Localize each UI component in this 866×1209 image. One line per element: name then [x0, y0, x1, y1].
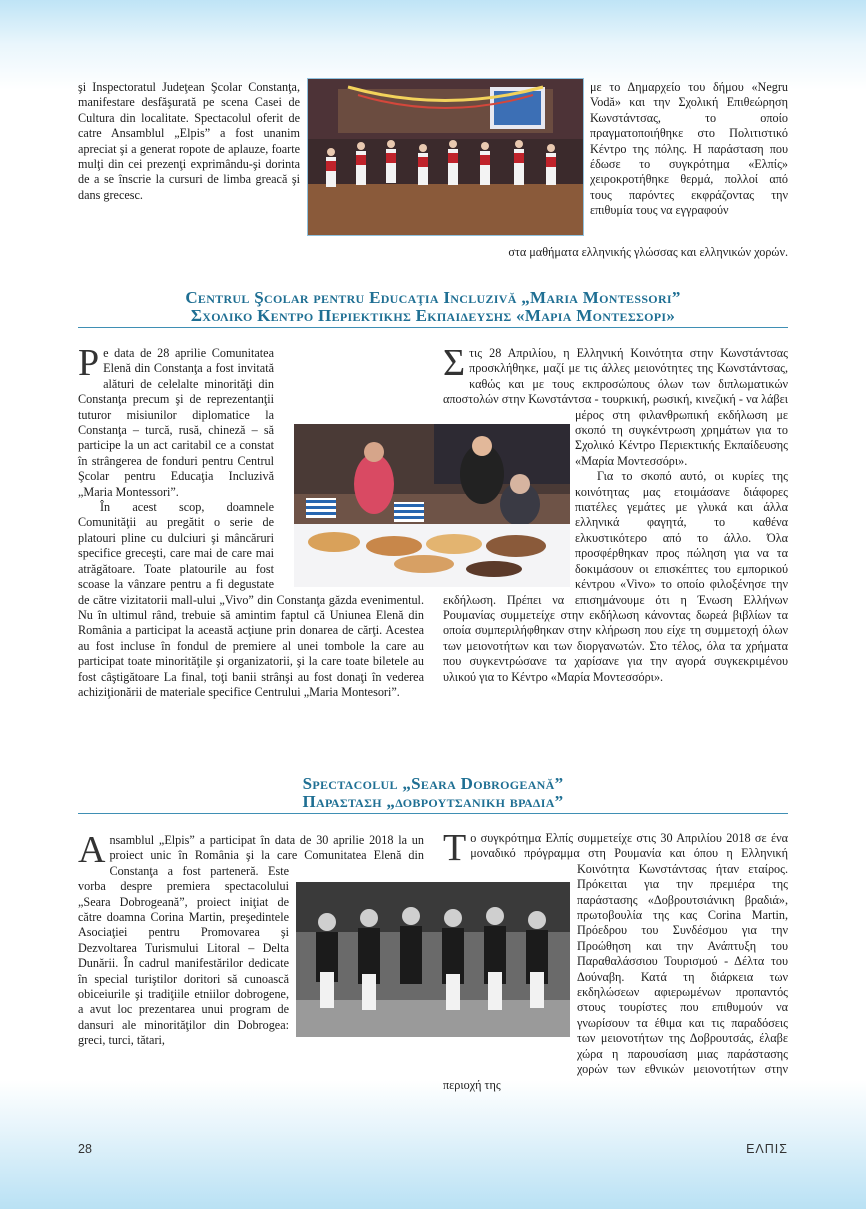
- page-number: 28: [78, 1142, 92, 1156]
- section1-divider: [78, 327, 788, 328]
- top-greek-text: με το Δημαρχείο του δήμου «Negru Vodă» και την Σχολική Επιθεώρηση Κωνστάντσας, το οποίο πραγματοποιήθηκε στο Πολιτιστικό Κέντρο της πόλης. Η παράσταση που έδωσε το συγκρότημα «Ελπίς» χειροκροτήθηκε θερμά, πολλοί από τους παρόντες εκφράζοντας την επιθυμία τους να εγγραφούν: [590, 80, 788, 218]
- photo-float-spacer-gr: [443, 423, 575, 589]
- section2-ro-dropcap: A: [78, 829, 106, 871]
- top-romanian-text: şi Inspectoratul Judeţean Şcolar Constanţa, manifestare desfăşurată pe scena Casei de Cultura din localitate. Spectacolul oferit de catre Ansamblul „Elpis” a fost unanim apreciat şi a generat ropote de aplauze, foarte mulţi din cei prezenţi exprimându-şi dorinta de a se înscrie la cursuri de limba greacă şi dans grecesc.: [78, 80, 300, 202]
- section2-title-ro: Spectacolul „Seara Dobrogeană”: [302, 774, 564, 793]
- top-greek-text-last-line: στα μαθήματα ελληνικής γλώσσας και ελληνικών χορών.: [508, 245, 788, 259]
- section1-ro-paragraph-2: În acest scop, doamnele Comunităţii au pregătit o serie de platouri pline cu dulciuri şi mâncăruri specifice greceşti, care mai de care mai atrăgătoare. Toate platourile au fost scoase la vânzare pentru a fi degustate de către vizitatorii mall-ului „Vivo” din Constanţa găzda evenimentul. Nu în ultimul rând, trebuie să amintim faptul că Uniunea Elenă din România a participat la această acţiune prin donarea de cărţi. Acestea au fost incluse în fondul de premiere al unei tombole la care au participat toate minorităţile şi organizatorii, şi la care toate biletele au fost câştigătoare La final, toţi banii strânşi au fost donaţi în vederea achiziţionării de materiale specifice Centrului „Maria Montesori”.: [78, 500, 424, 699]
- section1-gr-paragraph-2: Για το σκοπό αυτό, οι κυρίες της κοινότητας μας ετοιμάσανε διάφορες πιατέλες γεμάτες με γλυκά και άλλα ελληνικά φαγητά, το καθένα ελκυστικότερο από το άλλο. Όλα προσφέρθηκαν προς πώληση για να τα δοκιμάσουν οι επισκέπτες του εμπορικού κέντρου «Vivo» το οποίο φιλοξένησε την εκδήλωση. Πρέπει να επισημάνουμε ότι η Ένωση Ελλήνων Ρουμανίας συμμετείχε στην εκδήλωση κάνοντας δωρεά βιβλίων τα οποία συμπεριλήφθηκαν στην κλήρωση που είχε τη συμμετοχή όλων των μειονοτήτων και των διοργανωτών. Στο τέλος, όλα τα χρήματα που συγκεντρώσανε τα χαρίσανε για την αγορά συγκεκριμένου υλικού για το Κέντρο «Μαρία Μοντεσσόρι».: [443, 469, 788, 684]
- section1-ro-dropcap: P: [78, 342, 100, 384]
- section1-title-gr: Σχολικο Κεντρο Περιεκτικης Εκπαιδευσης «Μαρια Μοντεσσορι»: [190, 306, 676, 325]
- section2-greek-column: [443, 827, 788, 1093]
- photo-float-spacer-gr-2: [443, 877, 577, 1075]
- section2-gr-dropcap: Τ: [443, 827, 467, 869]
- section2-title-gr: Παρασταση „δοβρουτσανικη βραδια”: [302, 792, 564, 811]
- section2-gr-paragraph-1: ο συγκρότημα Ελπίς συμμετείχε στις 30 Απριλίου 2018 σε ένα μοναδικό πρόγραμμα στη Ρουμανία και όπου η Ελληνική Κοινότητα Κωνστάντσας ήταν εταίρος. Πρόκειται για την πρεμιέρα της παράστασης «Δοβρουτσιάνικη βραδιά», πρωτοβουλία της κας Corina Martin, Πρόεδρου του Συνδέσμου για την Προώθηση και την Ανάπτυξη του Παραθαλάσσιου Τουρισμού - Δέλτα του Δούναβη. Κατά τη διάρκεια των εκδηλώσεων αφιερωμένων προπαντός στους τουρίστες που επιθυμούν να γνωρίσουν τα έθιμα και τις παραδόσεις των μειονοτήτων της Δοβρουτσάς, έλαβε χώρα η παρουσίαση μιας παράστασης χορών των εθνικών μειονοτήτων στην περιοχή της: [443, 831, 788, 1092]
- section1-gr-dropcap: Σ: [443, 342, 466, 384]
- dance-stage-photo: [307, 78, 584, 236]
- section2-ro-paragraph-1: nsamblul „Elpis” a participat în data de 30 aprilie 2018 la un proiect unic în România şi la care Comunitatea Elenă din Constanţa a fost parteneră. Este vorba despre premiera spectacolului „Seara Dobrogeană”, proiect iniţiat de către doamna Corina Martin, preşedintele Asociaţiei pentru Promovarea şi Dezvoltarea Turismului Litoral – Delta Dunării. În cadrul manifestărilor dedicate în special turiştilor doritori să cunoască obiceiurile şi tradiţiile etniilor dobrogene, a avut loc prezentarea unui program de dansuri ale minorităţilor din Dobrogea: greci, turci, tătari,: [78, 833, 424, 1048]
- magazine-name: ΕΛΠΙΣ: [746, 1142, 788, 1156]
- section1-ro-paragraph-1: e data de 28 aprilie Comunitatea Elenă din Constanţa a fost invitată alături de celelalte minorităţi din Constanţa precum şi de reprezentanţii tuturor misiunilor diplomatice la Constanţa – turcă, rusă, chineză – să participe la un act caritabil ce a constat în strângerea de fonduri pentru Centrul Şcolar pentru Educaţia Incluzivă „Maria Montessori”.: [78, 346, 274, 499]
- section1-gr-paragraph-1: τις 28 Απριλίου, η Ελληνική Κοινότητα στην Κωνστάντσας προσκλήθηκε, μαζί με τις άλλες μειονότητες της Κωνστάντσας, καθώς και με τους εκπροσώπους όλων των διπλωματικών αποστολών στην Κωνστάντσα - τουρκική, ρωσική, κινεζική - να λάβει μέρος στη φιλανθρωπική εκδήλωση με σκοπό τη συγκέντρωση χρημάτων για το Σχολικό Κέντρο Περιεκτικής Εκπαίδευσης «Μαρία Μοντεσσόρι».: [443, 346, 788, 468]
- section1-title-ro: Centrul Şcolar pentru Educaţia Incluzivă „Maria Montessori”: [185, 288, 681, 307]
- section1-greek-column: [443, 342, 788, 685]
- section2-divider: [78, 813, 788, 814]
